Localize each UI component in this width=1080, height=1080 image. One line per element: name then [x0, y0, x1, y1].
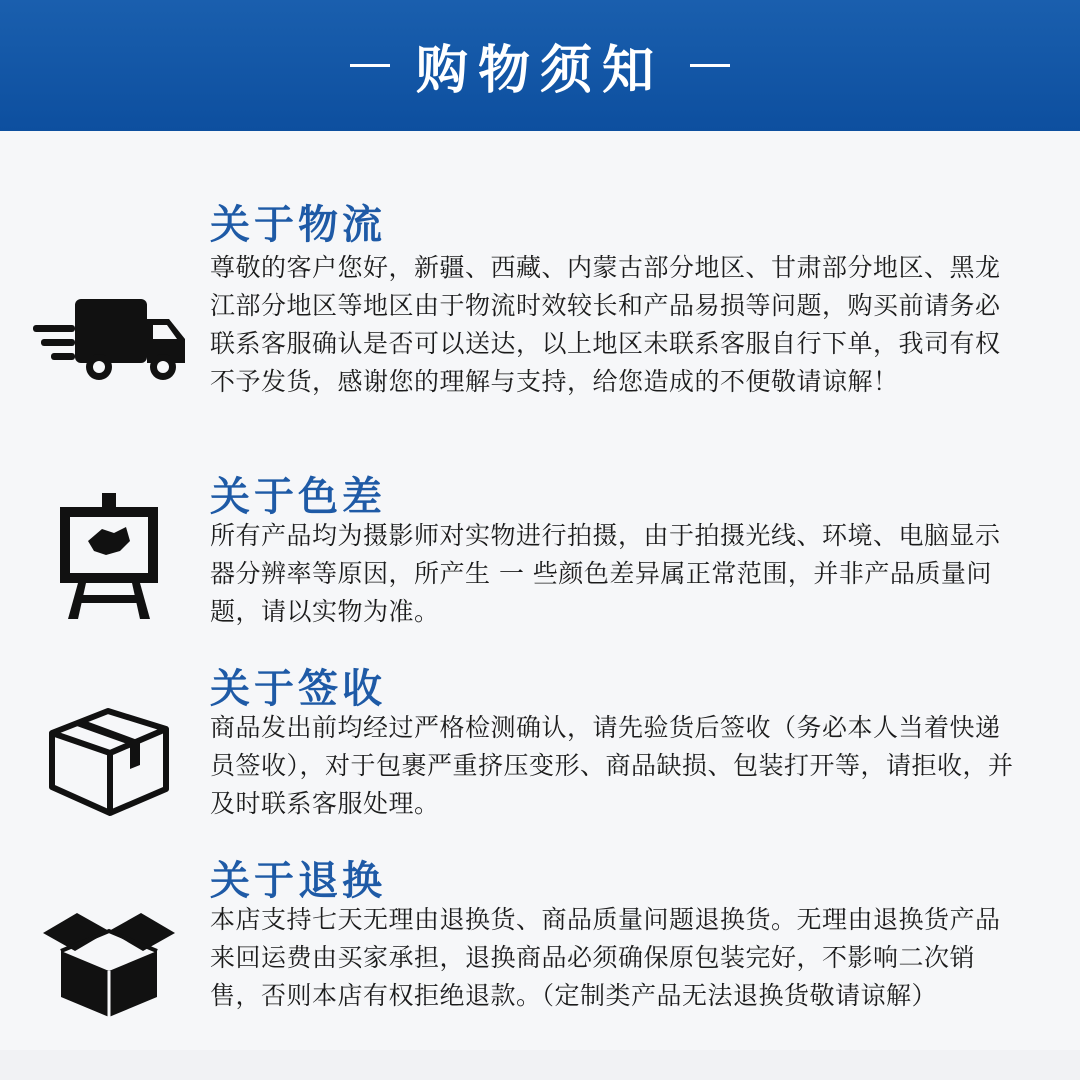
title-right-dash [690, 64, 730, 67]
page-title: 购物须知 [415, 40, 664, 101]
section-body: 所有产品均为摄影师对实物进行拍摄，由于拍摄光线、环境、电脑显示器分辨率等原因，所产生 一 些颜色差异属正常范围，并非产品质量问题，请以实物为准。 [210, 521, 1001, 626]
title-left-dash [350, 64, 390, 67]
section-body: 本店支持七天无理由退换货、商品质量问题退换货。无理由退换货产品来回运费由买家承担，退换商品必须确保原包装完好，不影响二次销售，否则本店有权拒绝退款。（定制类产品无法退换货敬请谅解） [210, 905, 1001, 1010]
section-title: 关于物流 [210, 202, 386, 248]
content-area [0, 131, 1080, 1080]
open-box-icon [24, 909, 194, 1019]
section-body: 尊敬的客户您好，新疆、西藏、内蒙古部分地区、甘肃部分地区、黑龙江部分地区等地区由于物流时效较长和产品易损等问题，购买前请务必联系客服确认是否可以送达，以上地区未联系客服自行下单，我司有权不予发货，感谢您的理解与支持，给您造成的不便敬请谅解！ [210, 253, 1001, 396]
section-title: 关于签收 [210, 666, 386, 712]
header-banner [0, 0, 1080, 131]
delivery-truck-icon [24, 291, 194, 381]
section-body: 商品发出前均经过严格检测确认，请先验货后签收（务必本人当着快递员签收），对于包裹严重挤压变形、商品缺损、包装打开等，请拒收，并及时联系客服处理。 [210, 713, 1014, 818]
section-title: 关于色差 [210, 474, 386, 520]
easel-painting-icon [24, 491, 194, 621]
section-title: 关于退换 [210, 858, 386, 904]
closed-box-icon [24, 705, 194, 817]
bottom-band [0, 1050, 1080, 1080]
